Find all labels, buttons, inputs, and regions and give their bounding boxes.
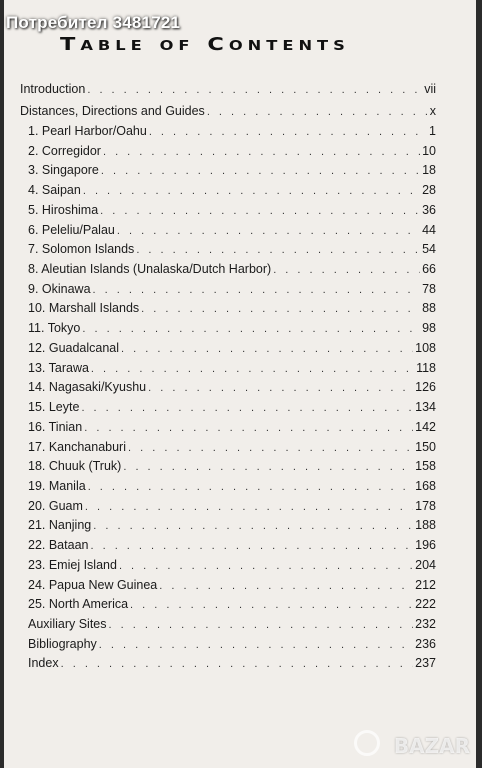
toc-entry-label: 3. Singapore: [28, 163, 99, 178]
toc-entry: [28, 282, 436, 300]
toc-leader-dots: [61, 658, 414, 670]
toc-entry: [28, 262, 436, 280]
toc-entry-label: 1. Pearl Harbor/Oahu: [28, 124, 147, 138]
toc-entry: [28, 578, 436, 596]
toc-entry-page: 98: [422, 321, 436, 336]
toc-entry-label: 6. Peleliu/Palau: [28, 222, 115, 237]
toc-leader-dots: [91, 363, 414, 375]
toc-leader-dots: [90, 540, 413, 552]
toc-entry: [20, 82, 436, 100]
toc-leader-dots: [103, 146, 420, 158]
toc-entry-label: 4. Saipan: [28, 183, 81, 198]
toc-entry: [28, 341, 436, 359]
toc-leader-dots: [121, 343, 413, 355]
toc-leader-dots: [149, 126, 427, 138]
toc-entry-page: 196: [415, 538, 436, 553]
toc-entry: [28, 617, 436, 635]
toc-entry-page: 188: [415, 518, 436, 533]
toc-entry: [28, 558, 436, 576]
toc-leader-dots: [100, 205, 420, 217]
toc-entry: [28, 321, 436, 339]
toc-entry: [28, 420, 436, 438]
toc-entry: [28, 656, 436, 674]
toc-entry-page: 204: [415, 557, 436, 572]
toc-entry: [28, 518, 436, 536]
toc-entry-label: 19. Manila: [28, 478, 86, 493]
toc-leader-dots: [141, 303, 420, 315]
toc-entry-page: 118: [416, 360, 436, 375]
toc-entry-label: 14. Nagasaki/Kyushu: [28, 380, 147, 395]
toc-entry: [28, 242, 436, 260]
toc-entry: [28, 183, 436, 201]
book-page: [4, 0, 476, 768]
toc-entry-label: Distances, Directions and Guides: [20, 104, 205, 118]
toc-entry: [28, 499, 436, 517]
toc-leader-dots: [136, 244, 420, 256]
toc-entry-page: vii: [424, 82, 436, 96]
toc-entry: [28, 459, 436, 477]
toc-entry: [28, 400, 436, 418]
toc-entry-page: 212: [415, 577, 436, 592]
toc-entry-page: 36: [422, 202, 436, 217]
toc-entry-label: 11. Tokyo: [28, 321, 81, 336]
toc-entry-page: 126: [415, 380, 436, 395]
toc-entry-page: 222: [415, 597, 436, 612]
toc-entry-page: 44: [422, 222, 436, 237]
toc-entry-page: 134: [415, 400, 436, 415]
toc-leader-dots: [109, 619, 414, 631]
toc-entry: [28, 637, 436, 655]
toc-entry-page: 66: [422, 262, 436, 277]
toc-leader-dots: [128, 442, 413, 454]
toc-entry-label: Introduction: [20, 82, 86, 96]
toc-entry-label: 15. Leyte: [28, 400, 80, 415]
toc-entry-page: 237: [415, 656, 436, 671]
toc-entry-page: 168: [415, 478, 436, 493]
toc-leader-dots: [87, 84, 422, 96]
uploader-overlay: Потребител 3481721: [6, 13, 181, 32]
toc-entry-page: 232: [415, 617, 436, 631]
toc-entry-page: 54: [422, 242, 436, 257]
toc-leader-dots: [93, 520, 413, 532]
toc-entry: [28, 479, 436, 497]
toc-entry: [28, 538, 436, 556]
toc-entry-label: Bibliography: [28, 636, 97, 651]
toc-leader-dots: [93, 284, 421, 296]
toc-leader-dots: [81, 402, 413, 414]
toc-entry-label: 25. North America: [28, 597, 129, 612]
toc-entry: [28, 597, 436, 615]
toc-leader-dots: [84, 422, 413, 434]
toc-entry: [28, 223, 436, 241]
toc-entry-label: 21. Nanjing: [28, 518, 92, 533]
toc-entry-label: 20. Guam: [28, 498, 83, 513]
toc-entry: [28, 163, 436, 181]
toc-leader-dots: [83, 185, 420, 197]
toc-entry-page: 78: [422, 281, 436, 296]
toc-leader-dots: [207, 106, 428, 118]
toc-leader-dots: [82, 323, 420, 335]
toc-leader-dots: [159, 580, 413, 592]
toc-leader-dots: [123, 461, 413, 473]
toc-entry: [20, 104, 436, 122]
toc-entry-label: 2. Corregidor: [28, 143, 101, 158]
toc-entry-page: 88: [422, 301, 436, 316]
toc-entry-label: Auxiliary Sites: [28, 617, 107, 631]
toc-entry-label: Index: [28, 656, 59, 671]
toc-entry-page: x: [429, 104, 436, 118]
toc-leader-dots: [130, 599, 413, 611]
toc-entry-page: 18: [422, 163, 436, 178]
toc-entry-page: 142: [415, 419, 436, 434]
toc-entry-page: 150: [415, 439, 436, 454]
toc-entry-page: 1: [429, 124, 436, 138]
toc-entry-label: 18. Chuuk (Truk): [28, 459, 122, 474]
toc-entry-label: 10. Marshall Islands: [28, 301, 140, 316]
toc-entry: [28, 440, 436, 458]
toc-entry-page: 178: [415, 498, 436, 513]
toc-entry-label: 7. Solomon Islands: [28, 242, 135, 257]
toc-entry-label: 5. Hiroshima: [28, 202, 99, 217]
toc-entry: [28, 203, 436, 221]
toc-leader-dots: [85, 501, 413, 513]
toc-entry-page: 158: [415, 459, 436, 474]
watermark-logo: BAZAR: [393, 734, 470, 758]
toc-entry: [28, 361, 436, 379]
toc-leader-dots: [119, 560, 413, 572]
toc-entry-page: 236: [415, 636, 436, 651]
watermark-logo-icon: [354, 730, 380, 756]
toc-entry-page: 28: [422, 183, 436, 198]
toc-entry-label: 22. Bataan: [28, 538, 89, 553]
toc-entry-page: 108: [415, 340, 436, 355]
toc-entry-label: 24. Papua New Guinea: [28, 577, 158, 592]
toc-entry: [28, 124, 436, 142]
toc-leader-dots: [273, 264, 420, 276]
toc-leader-dots: [117, 225, 420, 237]
page-title: Table of Contents: [60, 34, 350, 55]
toc-leader-dots: [101, 165, 420, 177]
toc-entry-label: 17. Kanchanaburi: [28, 439, 126, 454]
toc-leader-dots: [99, 639, 413, 651]
toc-entry-label: 9. Okinawa: [28, 281, 91, 296]
toc-entry-label: 16. Tinian: [28, 419, 83, 434]
toc-entry-label: 8. Aleutian Islands (Unalaska/Dutch Harbor): [28, 262, 272, 277]
toc-entry: [28, 380, 436, 398]
toc-entry-label: 13. Tarawa: [28, 360, 89, 375]
toc-entry: [28, 144, 436, 162]
toc-entry-label: 23. Emiej Island: [28, 557, 117, 572]
toc-leader-dots: [88, 481, 413, 493]
toc-entry-label: 12. Guadalcanal: [28, 340, 120, 355]
toc-entry: [28, 301, 436, 319]
toc-leader-dots: [148, 382, 413, 394]
toc-entry-page: 10: [422, 143, 436, 158]
